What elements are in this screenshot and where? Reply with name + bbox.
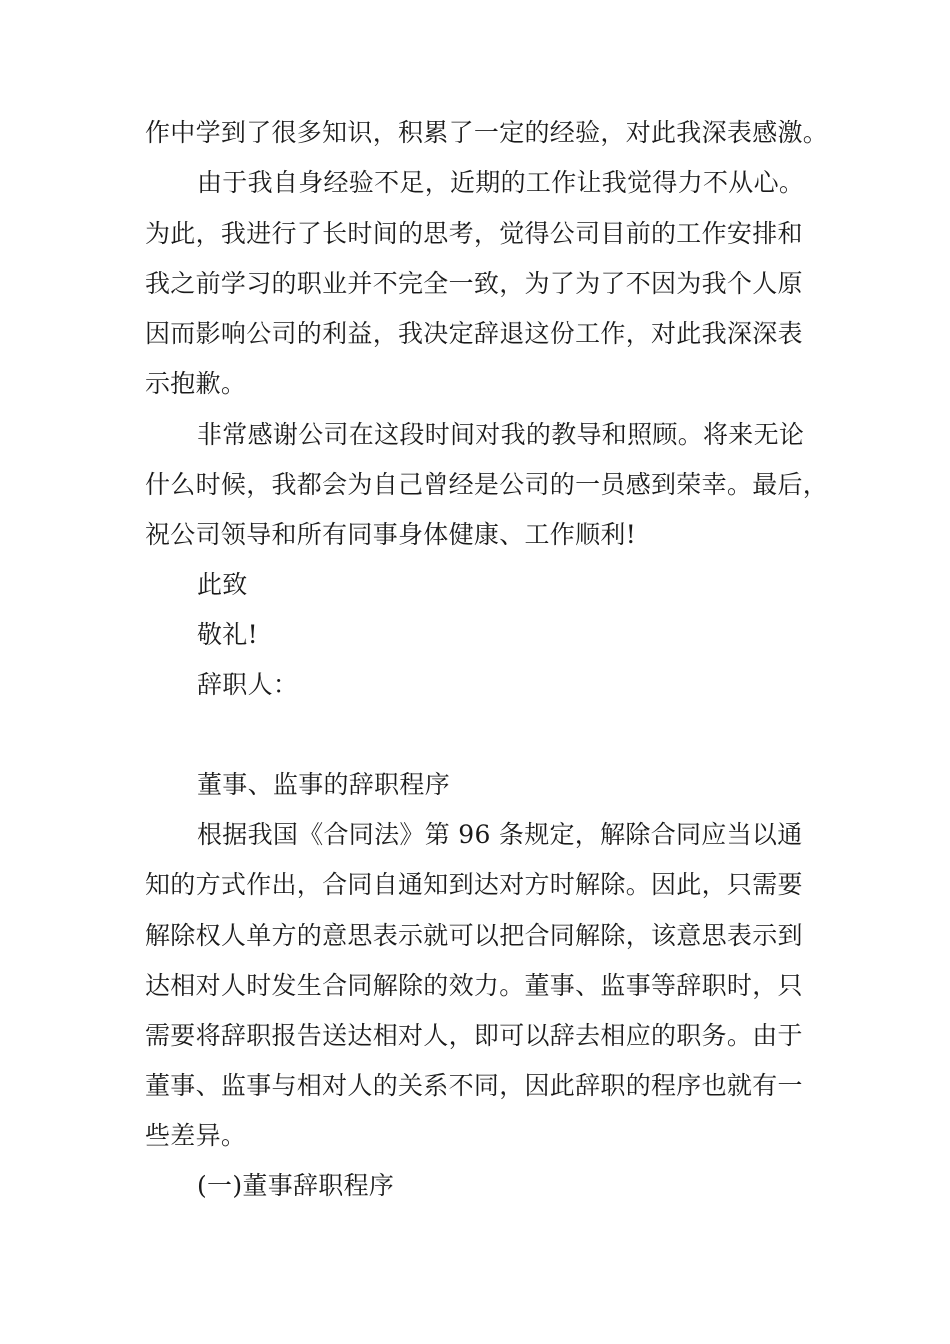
text-line: 些差异。 xyxy=(145,1121,247,1150)
text-line: 示抱歉。 xyxy=(145,369,247,398)
text-line: 需要将辞职报告送达相对人，即可以辞去相应的职务。由于 xyxy=(145,1021,803,1050)
signature-label: 辞职人： xyxy=(197,670,299,699)
text-line: 非常感谢公司在这段时间对我的教导和照顾。将来无论 xyxy=(197,420,805,449)
text-line: 知的方式作出，合同自通知到达对方时解除。因此，只需要 xyxy=(145,870,803,899)
text-line: 因而影响公司的利益，我决定辞退这份工作，对此我深深表 xyxy=(145,319,803,348)
closing-salutation: 此致 xyxy=(197,570,248,599)
text-line: 祝公司领导和所有同事身体健康、工作顺利! xyxy=(145,520,637,549)
text-line: 为此，我进行了长时间的思考，觉得公司目前的工作安排和 xyxy=(145,219,803,248)
text-line: 解除权人单方的意思表示就可以把合同解除，该意思表示到 xyxy=(145,921,803,950)
text-line: 由于我自身经验不足，近期的工作让我觉得力不从心。 xyxy=(197,168,805,197)
text-line: 根据我国《合同法》第 96 条规定，解除合同应当以通 xyxy=(197,820,803,849)
text-line: 我之前学习的职业并不完全一致，为了为了不因为我个人原 xyxy=(145,269,803,298)
closing-regards: 敬礼! xyxy=(197,620,258,649)
section-heading: 董事、监事的辞职程序 xyxy=(197,770,451,799)
text-line: 达相对人时发生合同解除的效力。董事、监事等辞职时，只 xyxy=(145,971,803,1000)
subsection-heading: (一)董事辞职程序 xyxy=(197,1171,395,1200)
text-line: 什么时候，我都会为自己曾经是公司的一员感到荣幸。最后， xyxy=(145,470,829,499)
text-line: 董事、监事与相对人的关系不同，因此辞职的程序也就有一 xyxy=(145,1071,803,1100)
text-line: 作中学到了很多知识，积累了一定的经验，对此我深表感激。 xyxy=(145,118,829,147)
